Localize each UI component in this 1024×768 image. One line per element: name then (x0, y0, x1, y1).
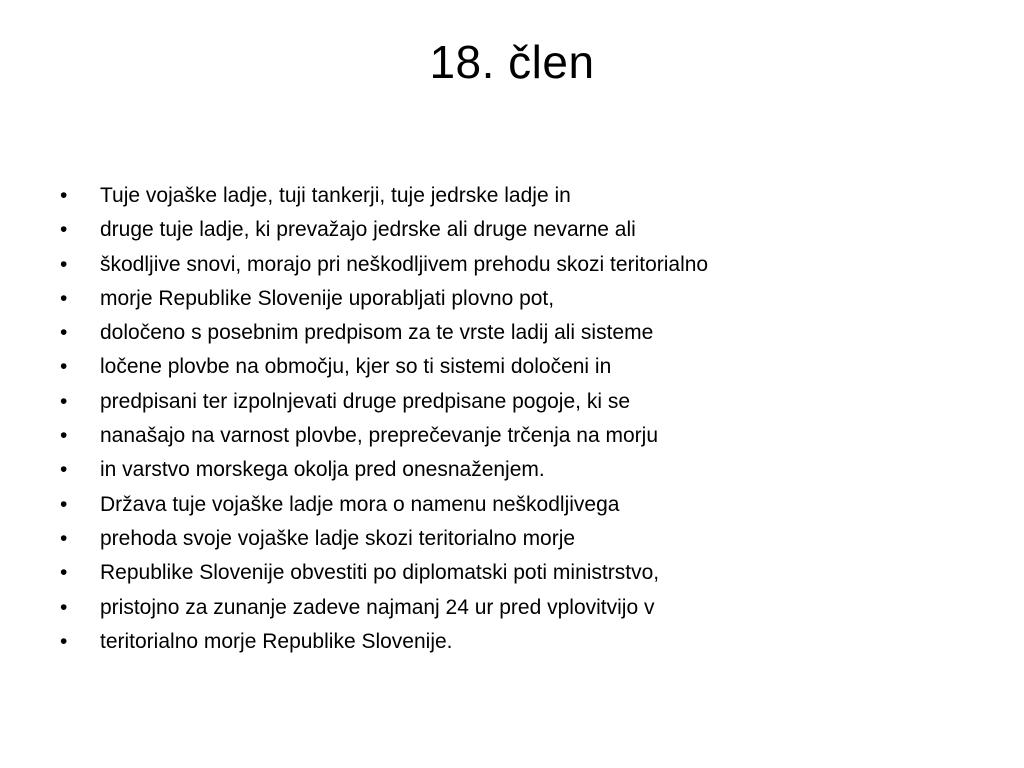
bullet-icon: • (60, 458, 68, 482)
bullet-text: prehoda svoje vojaške ladje skozi teritorialno morje (100, 526, 576, 550)
bullet-text: pristojno za zunanje zadeve najmanj 24 ur pred vplovitvijo v (100, 595, 655, 619)
list-item (60, 625, 980, 659)
bullet-text: teritorialno morje Republike Slovenije. (100, 629, 453, 653)
list-item (60, 179, 980, 213)
bullet-icon: • (60, 355, 68, 379)
bullet-icon: • (60, 526, 68, 550)
list-item (60, 453, 980, 487)
list-item (60, 316, 980, 350)
bullet-text: morje Republike Slovenije uporabljati plovno pot, (100, 286, 555, 310)
list-item (60, 591, 980, 625)
list-item (60, 350, 980, 384)
list-item (60, 213, 980, 247)
bullet-text: Tuje vojaške ladje, tuji tankerji, tuje jedrske ladje in (100, 184, 571, 207)
bullet-text: in varstvo morskega okolja pred onesnaženjem. (100, 458, 545, 482)
bullet-icon: • (60, 184, 68, 207)
bullet-icon: • (60, 561, 68, 585)
bullet-text: druge tuje ladje, ki prevažajo jedrske ali druge nevarne ali (100, 218, 636, 242)
bullet-icon: • (60, 424, 68, 448)
bullet-icon: • (60, 321, 68, 345)
bullet-icon: • (60, 595, 68, 619)
bullet-icon: • (60, 389, 68, 413)
bullet-text: določeno s posebnim predpisom za te vrste ladij ali sisteme (100, 321, 654, 345)
bullet-text: nanašajo na varnost plovbe, preprečevanje trčenja na morju (100, 424, 659, 448)
list-item (60, 282, 980, 316)
slide-title: 18. člen (429, 36, 595, 88)
list-item (60, 248, 980, 282)
bullet-icon: • (60, 218, 68, 242)
bullet-icon: • (60, 629, 68, 653)
bullet-text: Republike Slovenije obvestiti po diplomatski poti ministrstvo, (100, 561, 660, 585)
bullet-text: Država tuje vojaške ladje mora o namenu neškodljivega (100, 492, 620, 516)
list-item (60, 385, 980, 419)
list-item (60, 419, 980, 453)
bullet-text: predpisani ter izpolnjevati druge predpisane pogoje, ki se (100, 389, 631, 413)
list-item (60, 522, 980, 556)
list-item (60, 488, 980, 522)
bullet-text: škodljive snovi, morajo pri neškodljivem prehodu skozi teritorialno (100, 252, 709, 276)
bullet-list (60, 179, 980, 659)
bullet-text: ločene plovbe na območju, kjer so ti sistemi določeni in (100, 355, 612, 379)
bullet-icon: • (60, 492, 68, 516)
bullet-icon: • (60, 252, 68, 276)
list-item (60, 556, 980, 590)
bullet-icon: • (60, 286, 68, 310)
